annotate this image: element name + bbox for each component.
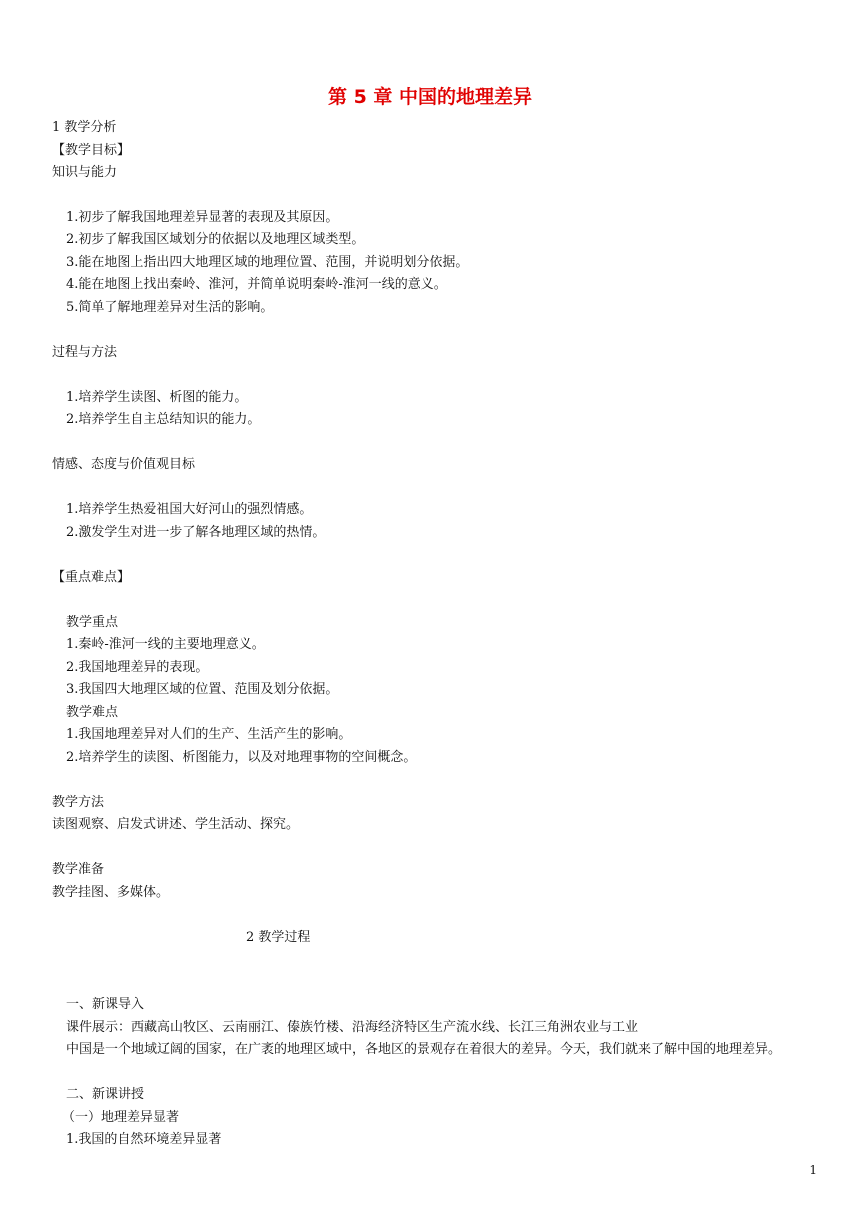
list-item: 2.培养学生的读图、析图能力，以及对地理事物的空间概念。 (66, 750, 417, 765)
prep-heading: 教学准备 (52, 862, 105, 877)
list-item: 1.培养学生热爱祖国大好河山的强烈情感。 (66, 502, 313, 517)
page-number: 1 (809, 1163, 817, 1177)
list-item: 1.我国的自然环境差异显著 (66, 1132, 222, 1147)
list-item: 2.我国地理差异的表现。 (66, 660, 209, 675)
difficulty-heading: 教学难点 (66, 705, 119, 720)
list-item: 1.初步了解我国地理差异显著的表现及其原因。 (66, 210, 339, 225)
goals-heading: 【教学目标】 (52, 143, 131, 158)
list-item: 2.培养学生自主总结知识的能力。 (66, 412, 261, 427)
list-item: 2.初步了解我国区域划分的依据以及地理区域类型。 (66, 232, 365, 247)
list-item: 1.秦岭-淮河一线的主要地理意义。 (66, 637, 265, 652)
key-points-heading: 【重点难点】 (52, 570, 131, 585)
prep-text: 教学挂图、多媒体。 (52, 885, 170, 900)
list-item: 2.激发学生对进一步了解各地理区域的热情。 (66, 525, 326, 540)
list-item: 4.能在地图上找出秦岭、淮河，并简单说明秦岭-淮河一线的意义。 (66, 277, 447, 292)
document-title: 第 5 章 中国的地理差异 (327, 86, 533, 108)
intro-heading: 一、新课导入 (66, 997, 145, 1012)
list-item: 3.能在地图上指出四大地理区域的地理位置、范围，并说明划分依据。 (66, 255, 469, 270)
subsection-heading: （一）地理差异显著 (62, 1110, 180, 1125)
process-heading: 过程与方法 (52, 345, 118, 360)
list-item: 3.我国四大地理区域的位置、范围及划分依据。 (66, 682, 339, 697)
method-text: 读图观察、启发式讲述、学生活动、探究。 (52, 817, 300, 832)
section-heading: 1 教学分析 (52, 120, 117, 135)
lecture-heading: 二、新课讲授 (66, 1087, 145, 1102)
list-item: 5.简单了解地理差异对生活的影响。 (66, 300, 274, 315)
list-item: 1.培养学生读图、析图的能力。 (66, 390, 248, 405)
intro-paragraph: 中国是一个地域辽阔的国家，在广袤的地理区域中，各地区的景观存在着很大的差异。今天，我们就来了解中国的地理差异。 (66, 1042, 782, 1057)
section-heading: 2 教学过程 (246, 930, 311, 945)
list-item: 1.我国地理差异对人们的生产、生活产生的影响。 (66, 727, 352, 742)
emotion-heading: 情感、态度与价值观目标 (52, 457, 196, 472)
intro-show-text: 课件展示：西藏高山牧区、云南丽江、傣族竹楼、沿海经济特区生产流水线、长江三角洲农业与工业 (66, 1020, 639, 1035)
focus-heading: 教学重点 (66, 615, 119, 630)
knowledge-heading: 知识与能力 (52, 165, 118, 180)
method-heading: 教学方法 (52, 795, 105, 810)
